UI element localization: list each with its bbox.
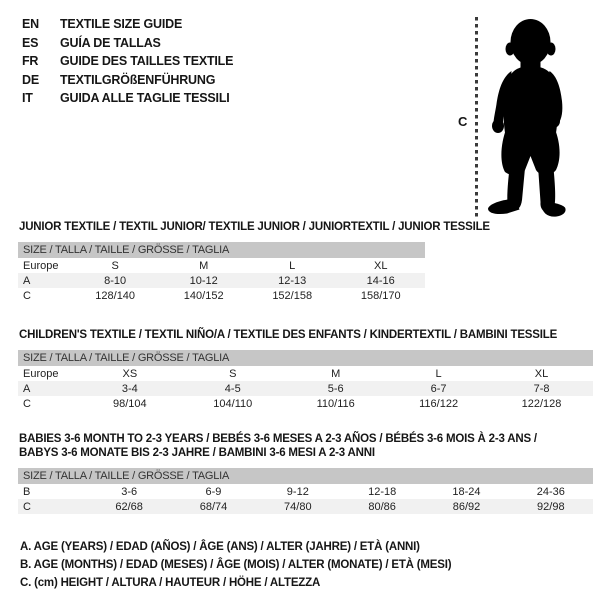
size-value-cell: 7-8 <box>533 382 550 395</box>
size-column-label: S <box>229 367 237 380</box>
language-code: DE <box>22 72 39 87</box>
size-value-cell: 128/140 <box>95 289 136 302</box>
language-row-en <box>22 15 233 34</box>
size-value-cell: 3-4 <box>121 382 138 395</box>
column-header-row <box>18 366 593 381</box>
page-header <box>0 0 600 212</box>
size-value-cell: 24-36 <box>536 485 565 498</box>
size-column-label: M <box>331 367 341 380</box>
children-size-table <box>18 366 593 411</box>
size-value-cell: 140/152 <box>183 289 224 302</box>
size-value-cell: 4-5 <box>224 382 241 395</box>
size-value-cell: 80/86 <box>368 500 396 513</box>
size-row-A <box>18 381 593 396</box>
size-value-cell: 9-12 <box>286 485 309 498</box>
size-value-cell: 18-24 <box>452 485 481 498</box>
footnote-age-years: A. AGE (YEARS) / EDAD (AÑOS) / ÂGE (ANS) / ALTER (JAHRE) / ETÀ (ANNI) <box>20 541 420 553</box>
height-measure-label: C <box>458 114 468 129</box>
babies-size-table <box>18 484 593 514</box>
row-measure-label: A <box>23 382 31 395</box>
size-column-label: XL <box>373 259 388 272</box>
table-title-children: CHILDREN'S TEXTILE / TEXTIL NIÑO/A / TEXTILE DES ENFANTS / KINDERTEXTIL / BAMBINI TESSILE <box>19 329 558 341</box>
junior-textile-section <box>0 220 600 303</box>
language-row-es <box>22 34 233 53</box>
language-title: GUIDE DES TAILLES TEXTILE <box>60 54 234 68</box>
row-measure-label: C <box>23 289 31 302</box>
size-value-cell: 152/158 <box>272 289 313 302</box>
language-code: ES <box>22 35 39 50</box>
language-code: EN <box>22 17 39 31</box>
children-textile-section <box>0 328 600 411</box>
babies-textile-section <box>0 432 600 514</box>
size-column-label: XL <box>534 367 549 380</box>
junior-size-table <box>18 258 425 303</box>
size-value-cell: 104/110 <box>213 397 253 410</box>
size-value-cell: 92/98 <box>537 500 565 513</box>
height-dashed-line <box>475 17 478 217</box>
size-value-cell: 98/104 <box>113 397 147 410</box>
language-row-de <box>22 71 233 90</box>
language-row-fr <box>22 52 233 71</box>
baby-silhouette-icon <box>484 16 580 218</box>
size-value-cell: 122/128 <box>521 397 562 410</box>
size-column-label: XS <box>122 367 138 380</box>
table-title-junior: JUNIOR TEXTILE / TEXTIL JUNIOR/ TEXTILE JUNIOR / JUNIORTEXTIL / JUNIOR TESSILE <box>19 221 490 233</box>
legend-footnotes <box>0 538 600 592</box>
size-row-C <box>18 288 425 303</box>
language-title: GUIDA ALLE TAGLIE TESSILI <box>60 91 230 105</box>
size-header-bar: SIZE / TALLA / TAILLE / GRÖSSE / TAGLIA <box>18 350 593 366</box>
size-header-bar: SIZE / TALLA / TAILLE / GRÖSSE / TAGLIA <box>18 468 593 484</box>
footnote-age-months: B. AGE (MONTHS) / EDAD (MESES) / ÂGE (MOIS) / ALTER (MONATE) / ETÀ (MESI) <box>20 559 452 571</box>
language-code: FR <box>22 54 39 68</box>
size-value-cell: 3-6 <box>121 485 138 498</box>
row-measure-label: C <box>23 397 31 410</box>
language-row-it <box>22 89 233 108</box>
size-value-cell: 116/122 <box>419 397 459 410</box>
language-list <box>22 14 233 212</box>
language-title: TEXTILGRÖßENFÜHRUNG <box>60 72 216 87</box>
column-header-row <box>18 258 425 273</box>
table-title-babies: BABIES 3-6 MONTH TO 2-3 YEARS / BEBÉS 3-6 MESES A 2-3 AÑOS / BÉBÉS 3-6 MOIS À 2-3 ANS / BABYS 3-6 MONATE BIS 2-3 JAHRE / BAMBINI 3-6 MESI A 2-3 ANNI <box>19 433 537 459</box>
size-row-C <box>18 396 593 411</box>
size-value-cell: 6-7 <box>430 382 447 395</box>
region-label: Europe <box>23 259 59 272</box>
size-value-cell: 86/92 <box>452 500 481 513</box>
row-measure-label: B <box>23 485 31 498</box>
size-value-cell: 74/80 <box>284 500 312 513</box>
size-value-cell: 14-16 <box>366 274 395 287</box>
size-value-cell: 12-13 <box>278 274 307 287</box>
size-value-cell: 158/170 <box>360 289 401 302</box>
row-measure-label: A <box>23 274 31 287</box>
size-row-B <box>18 484 593 499</box>
size-column-label: L <box>289 259 296 272</box>
footnote-height: C. (cm) HEIGHT / ALTURA / HAUTEUR / HÖHE / ALTEZZA <box>20 577 321 589</box>
size-value-cell: 8-10 <box>104 274 127 287</box>
row-measure-label: C <box>23 500 31 513</box>
size-value-cell: 5-6 <box>327 382 344 395</box>
size-column-label: S <box>111 259 119 272</box>
size-value-cell: 6-9 <box>205 485 222 498</box>
size-row-A <box>18 273 425 288</box>
size-value-cell: 68/74 <box>199 500 228 513</box>
size-column-label: M <box>199 259 209 272</box>
size-value-cell: 62/68 <box>115 500 143 513</box>
size-value-cell: 12-18 <box>368 485 397 498</box>
size-column-label: L <box>435 367 442 380</box>
height-figure <box>458 14 580 220</box>
region-label: Europe <box>23 367 59 380</box>
size-row-C <box>18 499 593 514</box>
language-title: GUÍA DE TALLAS <box>60 35 161 50</box>
size-value-cell: 110/116 <box>316 397 355 410</box>
language-code: IT <box>22 91 33 105</box>
size-header-bar: SIZE / TALLA / TAILLE / GRÖSSE / TAGLIA <box>18 242 425 258</box>
size-value-cell: 10-12 <box>189 274 218 287</box>
language-title: TEXTILE SIZE GUIDE <box>60 17 183 31</box>
